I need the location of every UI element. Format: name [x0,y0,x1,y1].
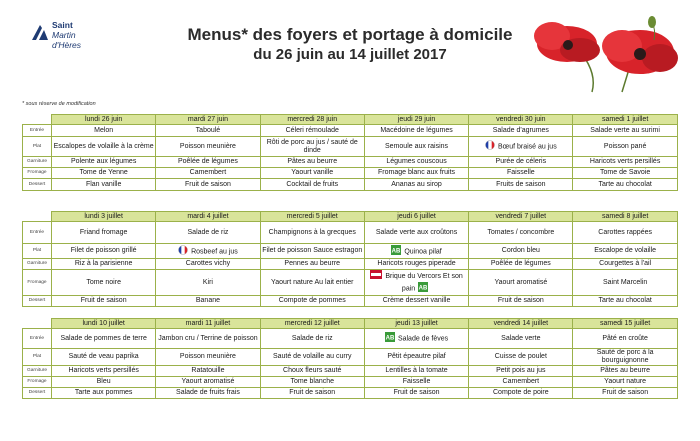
menu-item-text: Salade de pommes de terre [60,334,147,342]
menu-cell [573,179,677,191]
menu-item-text: Salade verte aux croûtons [375,228,458,236]
french-flag-icon [178,245,188,258]
menu-item-text: Melon [94,126,114,134]
menu-item-text: Flan vanille [85,180,122,188]
menu-cell [573,137,677,157]
day-header: lundi 26 juin [52,115,156,125]
menu-item-text: Escalopes de volaille à la crème [53,142,154,150]
organic-ab-icon [385,332,395,345]
menu-row-garniture [23,259,678,270]
menu-row-fromage [23,168,678,179]
menu-item-text: Fruits de saison [496,180,546,188]
menu-item-text: Choux fleurs sauté [283,367,342,374]
menu-row-dessert [23,296,678,307]
menu-cell [573,259,677,270]
menu-item-text: Banane [195,297,221,304]
menu-item-text: Yaourt nature Au lait entier [271,278,354,286]
menu-cell [364,168,468,179]
menu-cell [364,259,468,270]
menu-cell [364,388,468,399]
menu-item-text: Sauté de volaille au curry [272,353,352,360]
menu-item-text: Camembert [189,169,227,176]
menu-cell [156,125,260,137]
modification-note: * sous réserve de modification [22,101,96,107]
menu-cell [364,377,468,388]
menu-cell [52,349,156,366]
menu-item-text: Haricots verts persillés [68,367,139,374]
day-header: mardi 4 juillet [156,212,260,222]
menu-item-text: Pêtit épeautre pilaf [387,353,446,360]
menu-cell [364,329,468,349]
header-corner [23,319,52,329]
menu-item-text: Crème dessert vanille [382,297,451,304]
menu-cell [469,168,573,179]
menu-item-text: Champignons à la grecques [268,228,356,236]
row-label: Dessert [23,388,52,399]
menu-item-text: Fruit de saison [602,389,649,396]
menu-week-3 [22,318,678,399]
menu-cell [364,157,468,168]
menu-cell [52,157,156,168]
menu-cell [469,270,573,296]
menu-cell [156,270,260,296]
menu-cell [52,179,156,191]
logo-mark-icon [30,22,50,44]
menu-cell [573,329,677,349]
menu-cell [52,244,156,259]
row-label: Plat [23,244,52,259]
menu-item-text: Taboulé [195,126,221,134]
page-title [150,24,550,64]
menu-cell [156,388,260,399]
poppy-flowers-icon [522,14,682,94]
menu-item-text: Tome de Savoie [600,169,651,176]
header-corner [23,212,52,222]
menu-cell [469,259,573,270]
menu-item-text: Saint Marcelin [602,278,648,286]
menu-cell [260,377,364,388]
menu-cell [573,157,677,168]
logo-line-3: d'Hères [52,40,82,50]
menu-cell [156,244,260,259]
row-label: Dessert [23,296,52,307]
menu-cell [52,366,156,377]
organic-ab-icon [418,282,428,295]
menu-item-text: Yaourt nature [604,378,647,385]
menu-item-text: Lentilles à la tomate [385,367,448,374]
menu-cell [573,168,677,179]
menu-item-text: Compote de poire [493,389,549,396]
menu-cell [52,377,156,388]
menu-item-text: Fruit de saison [80,297,127,304]
title-line-1: Menus* des foyers et portage à domicile [187,25,513,44]
menu-cell [52,296,156,307]
day-header: jeudi 6 juillet [364,212,468,222]
menu-item-text: Yaourt aromatisé [494,278,548,286]
menu-item-text: Cocktail de fruits [286,180,339,188]
menu-cell [364,366,468,377]
menu-item-text: Yaourt aromatisé [181,378,235,385]
menu-item-text: Tarte au chocolat [598,180,652,188]
menu-item-text: Haricots verts persillés [589,158,661,165]
svg-text:AB: AB [392,247,401,254]
menu-item-text: Yaourt vanille [291,169,334,176]
menu-cell [156,157,260,168]
menu-cell [260,296,364,307]
day-header: jeudi 13 juillet [364,319,468,329]
menu-cell [52,259,156,270]
menu-item-text: Kiri [202,278,213,286]
menu-cell [573,222,677,244]
menu-item-text: Rosbeef au jus [191,247,238,255]
menu-item-text: Poêlée de légumes [490,260,551,267]
organic-ab-icon [391,245,401,258]
menu-item-text: Salade de fruits frais [176,389,240,396]
menu-row-garniture [23,157,678,168]
menu-cell [156,137,260,157]
menu-cell [573,388,677,399]
menu-row-plat [23,349,678,366]
menu-item-text: Salade de riz [291,334,333,342]
menu-cell [156,329,260,349]
day-header: samedi 8 juillet [573,212,677,222]
menu-cell [364,125,468,137]
menu-cell [573,349,677,366]
menu-item-text: Jambon cru / Terrine de poisson [158,334,258,342]
menu-cell [469,157,573,168]
menu-row-entrée [23,329,678,349]
menu-item-text: Pâtes au beurre [600,367,651,374]
day-header: lundi 10 juillet [52,319,156,329]
menu-item-text: Légumes couscous [386,158,447,165]
menu-cell [52,329,156,349]
row-label: Garniture [23,366,52,377]
logo-line-1: Saint [52,20,73,30]
menu-item-text: Sauté de porc à la bourguignonne [596,349,654,364]
menu-item-text: Poisson meunière [179,142,236,150]
menu-item-text: Cuisse de poulet [494,353,547,360]
menu-item-text: Filet de poisson Sauce estragon [262,247,363,254]
menu-item-text: Petit pois au jus [496,367,546,374]
menu-item-text: Fruit de saison [184,180,231,188]
menu-item-text: Sauté de veau paprika [68,353,139,360]
menu-week-2 [22,211,678,307]
row-label: Fromage [23,168,52,179]
menu-item-text: Pâtes au beurre [287,158,338,165]
menu-item-text: Carottes vichy [185,260,231,267]
logo [30,18,110,62]
menu-row-fromage [23,270,678,296]
title-line-2: du 26 juin au 14 juillet 2017 [253,46,447,63]
menu-cell [52,168,156,179]
menu-cell [573,270,677,296]
menu-item-text: Céleri rémoulade [285,126,339,134]
svg-text:AB: AB [418,285,428,292]
day-header: vendredi 14 juillet [469,319,573,329]
day-header: jeudi 29 juin [364,115,468,125]
menu-cell [260,388,364,399]
menu-item-text: Fruit de saison [289,389,336,396]
menu-cell [156,259,260,270]
day-header-row [23,115,678,125]
menu-item-text: Bleu [96,378,111,385]
menu-item-text: Macédoine de légumes [380,126,453,134]
menu-item-text: Poisson pané [603,142,647,150]
menu-item-text: Polente aux légumes [70,158,137,165]
menu-item-text: Tarte au chocolat [598,297,652,304]
menu-cell [52,125,156,137]
menu-row-entrée [23,222,678,244]
menu-item-text: Purée de céleris [495,158,547,165]
menu-item-text: Bœuf braisé au jus [497,143,557,151]
menu-cell [469,329,573,349]
menu-row-entrée [23,125,678,137]
menu-item-text: Tomates / concombre [487,228,555,236]
menu-cell [156,179,260,191]
menu-item-text: Faisselle [507,169,535,176]
menu-item-text: Fruit de saison [393,389,440,396]
svg-text:AB: AB [385,335,395,342]
menu-cell [469,137,573,157]
menu-item-text: Cordon bleu [501,247,540,254]
menu-cell [156,222,260,244]
menu-cell [52,222,156,244]
day-header: mercredi 12 juillet [260,319,364,329]
menu-cell [364,179,468,191]
menu-cell [573,296,677,307]
menu-item-text: Tarte aux pommes [74,389,133,396]
menu-item-text: Carottes rappées [598,228,652,236]
menu-item-text: Poisson meunière [179,353,236,360]
menu-cell [364,137,468,157]
menu-cell [573,125,677,137]
menu-cell [469,377,573,388]
menu-row-plat [23,244,678,259]
french-flag-icon [485,140,495,153]
menu-item-text: Pâté en croûte [602,334,648,342]
menu-item-text: Friand fromage [79,228,128,236]
menu-item-text: Fruit de saison [497,297,544,304]
menu-item-text: Brique du Vercors Et son pain [385,272,463,293]
menu-cell [469,125,573,137]
menu-item-text: Riz à la parisienne [74,260,133,267]
menu-cell [260,179,364,191]
row-label: Plat [23,349,52,366]
menu-item-text: Rôti de porc au jus / sauté de dinde [266,138,358,154]
menu-cell [156,349,260,366]
menu-cell [52,388,156,399]
label-rouge-icon [370,270,382,282]
day-header: samedi 1 juillet [573,115,677,125]
row-label: Fromage [23,377,52,388]
day-header: mercredi 28 juin [260,115,364,125]
menu-cell [469,244,573,259]
menu-cell [260,222,364,244]
menu-item-text: Semoule aux raisins [385,142,449,150]
menu-week-1 [22,114,678,191]
menu-item-text: Escalope de volaille [594,247,657,254]
row-label: Garniture [23,157,52,168]
menu-item-text: Poêlée de légumes [177,158,238,165]
menu-item-text: Haricots rouges piperade [377,260,456,267]
header-corner [23,115,52,125]
day-header: mercredi 5 juillet [260,212,364,222]
row-label: Fromage [23,270,52,296]
day-header-row [23,212,678,222]
day-header: vendredi 30 juin [469,115,573,125]
menu-cell [156,296,260,307]
menu-cell [364,222,468,244]
day-header: vendredi 7 juillet [469,212,573,222]
menu-cell [573,377,677,388]
menu-cell [52,270,156,296]
menu-cell [469,296,573,307]
day-header: lundi 3 juillet [52,212,156,222]
menu-item-text: Filet de poisson grillé [70,247,137,254]
menu-item-text: Faisselle [402,378,431,385]
menu-item-text: Fromage blanc aux fruits [378,169,456,176]
day-header: mardi 11 juillet [156,319,260,329]
logo-text [52,20,81,50]
menu-cell [260,329,364,349]
menu-cell [364,349,468,366]
menu-item-text: Salade d'agrumes [492,126,549,134]
menu-cell [469,388,573,399]
day-header: samedi 15 juillet [573,319,677,329]
row-label: Plat [23,137,52,157]
menu-item-text: Salade verte au surimi [590,126,660,134]
menu-item-text: Compote de pommes [278,297,346,304]
menu-item-text: Salade de fèves [397,335,449,343]
menu-cell [260,168,364,179]
menu-cell [156,377,260,388]
menu-row-garniture [23,366,678,377]
menu-cell [573,366,677,377]
row-label: Entrée [23,222,52,244]
menu-cell [260,125,364,137]
menu-row-dessert [23,388,678,399]
menu-row-plat [23,137,678,157]
menu-item-text: Tome blanche [290,378,335,385]
menu-cell [260,259,364,270]
menu-item-text: Pennes au beurre [284,260,341,267]
menu-cell [52,137,156,157]
menu-cell [260,244,364,259]
row-label: Garniture [23,259,52,270]
menu-item-text: Courgettes à l'ail [599,260,652,267]
menu-cell [364,296,468,307]
menu-row-fromage [23,377,678,388]
menu-cell [260,157,364,168]
day-header: mardi 27 juin [156,115,260,125]
menu-item-text: Salade de riz [187,228,229,236]
menu-item-text: Ananas au sirop [391,180,442,188]
row-label: Entrée [23,329,52,349]
day-header-row [23,319,678,329]
menu-cell [260,349,364,366]
menu-cell [260,270,364,296]
menu-item-text: Ratatouille [191,367,225,374]
menu-item-text: Quinoa pilaf [404,247,442,255]
menu-cell [260,137,364,157]
row-label: Dessert [23,179,52,191]
menu-cell [469,179,573,191]
menu-item-text: Tome noire [86,278,121,286]
menu-row-dessert [23,179,678,191]
menu-cell [156,366,260,377]
menu-item-text: Camembert [502,378,540,385]
menu-cell [573,244,677,259]
menu-cell [364,244,468,259]
menu-cell [469,222,573,244]
menu-cell [260,366,364,377]
menu-cell [469,349,573,366]
row-label: Entrée [23,125,52,137]
menu-cell [156,168,260,179]
menu-item-text: Salade verte [501,334,541,342]
logo-line-2: Martin [52,30,76,40]
menu-cell [364,270,468,296]
menu-cell [469,366,573,377]
menu-item-text: Tome de Yenne [79,169,128,176]
